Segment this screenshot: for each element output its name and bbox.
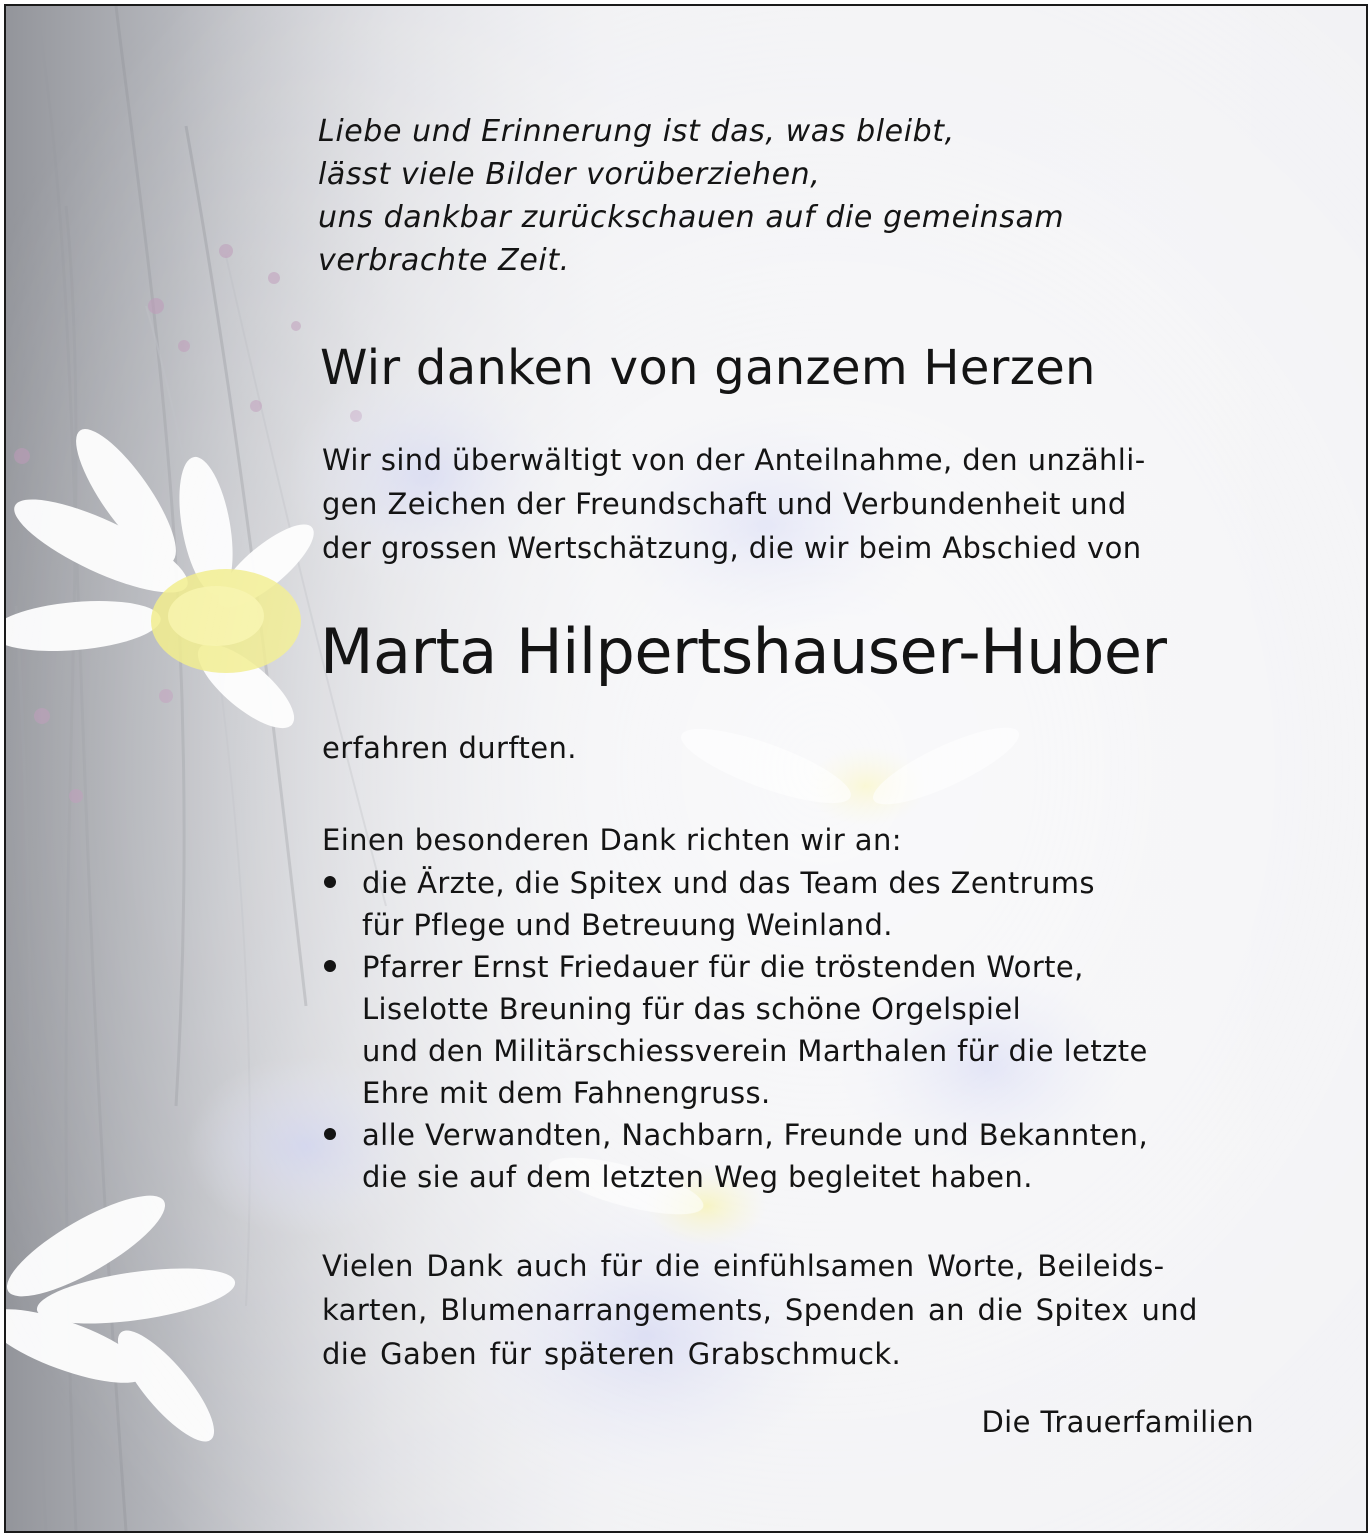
list-item [322,1114,1262,1198]
after-name-line: erfahren durften. [322,731,577,765]
memorial-poem [318,110,1218,282]
list-item-line: die sie auf dem letzten Weg begleitet haben. [362,1160,1033,1194]
intro-paragraph [322,438,1262,570]
deceased-name: Marta Hilpertshauser-Huber [320,615,1167,688]
list-item-line: für Pflege und Betreuung Weinland. [362,908,893,942]
poem-line: uns dankbar zurückschauen auf die gemeinsam [318,200,1065,235]
bullet-icon [324,960,336,972]
closing-paragraph [322,1244,1262,1376]
after-name-text [322,726,1262,770]
intro-line: Wir sind überwältigt von der Anteilnahme, den unzähli- [322,443,1146,477]
thanks-list [322,862,1262,1198]
poem-line: lässt viele Bilder vorüberziehen, [318,157,821,192]
list-item [322,862,1262,946]
bullet-icon [324,1128,336,1140]
closing-line: karten, Blumenarrangements, Spenden an die Spitex und [322,1293,1198,1327]
list-item-line: alle Verwandten, Nachbarn, Freunde und Bekannten, [362,1118,1149,1152]
bullet-icon [324,876,336,888]
thanks-intro [322,818,1262,862]
list-item [322,946,1262,1114]
list-item-line: die Ärzte, die Spitex und das Team des Zentrums [362,866,1095,900]
list-item-line: Liselotte Breuning für das schöne Orgelspiel [362,992,1022,1026]
list-item-line: Ehre mit dem Fahnengruss. [362,1076,771,1110]
intro-line: gen Zeichen der Freundschaft und Verbundenheit und [322,487,1127,521]
page-title: Wir danken von ganzem Herzen [320,340,1096,396]
list-item-line: und den Militärschiessverein Marthalen für die letzte [362,1034,1148,1068]
closing-line: die Gaben für späteren Grabschmuck. [322,1337,902,1371]
list-item-line: Pfarrer Ernst Friedauer für die tröstenden Worte, [362,950,1084,984]
poem-line: verbrachte Zeit. [318,243,570,278]
poem-line: Liebe und Erinnerung ist das, was bleibt, [318,114,955,149]
signature: Die Trauerfamilien [981,1405,1254,1439]
intro-line: der grossen Wertschätzung, die wir beim Abschied von [322,531,1142,565]
obituary-card [4,4,1368,1533]
notice-text [6,6,1366,1531]
thanks-intro-line: Einen besonderen Dank richten wir an: [322,823,902,857]
closing-line: Vielen Dank auch für die einfühlsamen Worte, Beileids- [322,1249,1165,1283]
